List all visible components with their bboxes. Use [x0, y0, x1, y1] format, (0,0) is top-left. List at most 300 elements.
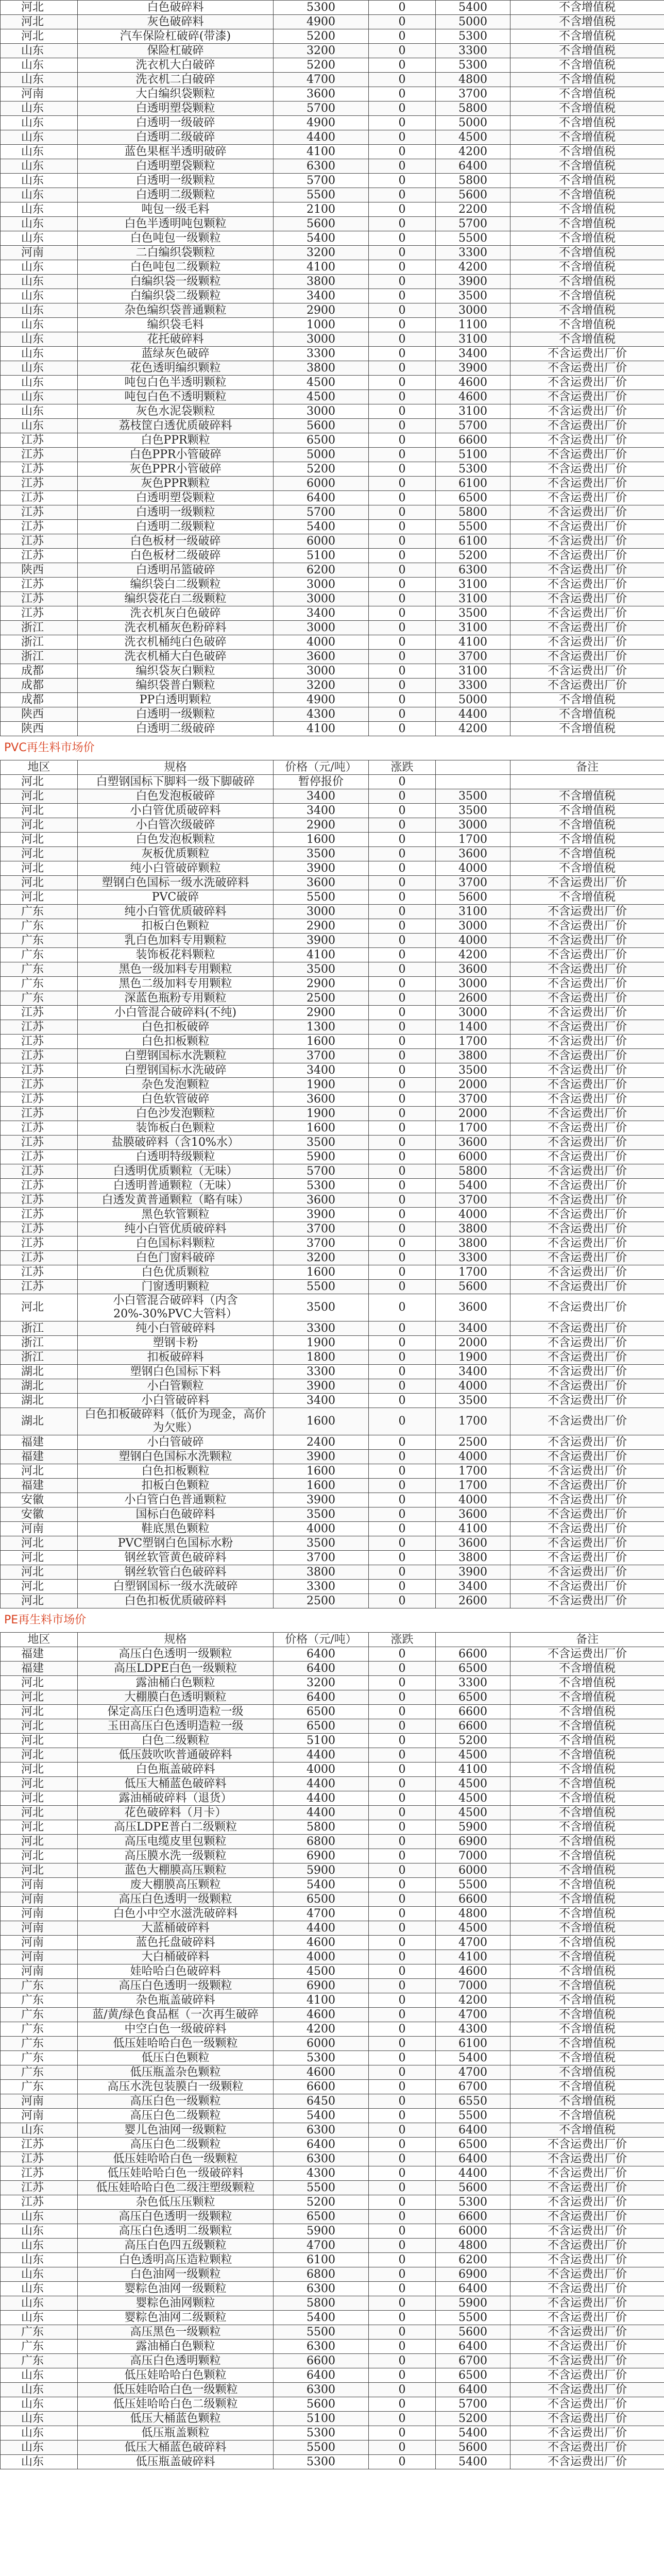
price-high-cell: 3000 [436, 303, 510, 318]
price-high-cell: 3000 [436, 977, 510, 991]
change-cell: 0 [369, 1236, 436, 1251]
price-high-cell: 3100 [436, 578, 510, 592]
note-cell: 不含增值税 [510, 101, 664, 116]
region-cell: 浙江 [1, 1336, 78, 1350]
column-header [436, 760, 510, 775]
price-low-cell: 4100 [274, 1993, 369, 2008]
table-row [1, 1464, 664, 1479]
table-row [1, 1907, 664, 1921]
price-low-cell: 3500 [274, 1536, 369, 1551]
region-cell: 河南 [1, 1964, 78, 1979]
region-cell: 江苏 [1, 1121, 78, 1136]
price-low-cell: 5500 [274, 2441, 369, 2455]
note-cell: 不含增值税 [510, 2080, 664, 2094]
price-high-cell: 5800 [436, 101, 510, 116]
change-cell: 0 [369, 1580, 436, 1594]
table-row [1, 1092, 664, 1107]
price-high-cell: 5000 [436, 693, 510, 707]
note-cell: 不含运费出厂价 [510, 1294, 664, 1321]
region-cell: 河北 [1, 1, 78, 15]
price-high-cell: 5400 [436, 2455, 510, 2469]
table-row [1, 159, 664, 174]
price-low-cell: 4000 [274, 1522, 369, 1536]
price-low-cell: 5200 [274, 29, 369, 44]
note-cell: 不含增值税 [510, 833, 664, 847]
region-cell: 河南 [1, 1907, 78, 1921]
spec-cell: 吨包一级毛料 [78, 202, 274, 217]
region-cell: 河北 [1, 29, 78, 44]
note-cell: 不含运费出厂价 [510, 2397, 664, 2412]
region-cell: 河南 [1, 2109, 78, 2123]
note-cell: 不含运费出厂价 [510, 477, 664, 491]
note-cell: 不含运费出厂价 [510, 2166, 664, 2181]
price-low-cell: 5100 [274, 2412, 369, 2426]
region-cell: 广东 [1, 2022, 78, 2037]
table-row [1, 1265, 664, 1280]
note-cell: 不含运费出厂价 [510, 635, 664, 650]
spec-cell: PP白透明颗粒 [78, 693, 274, 707]
note-cell: 不含增值税 [510, 1979, 664, 1993]
table-row [1, 1321, 664, 1336]
change-cell: 0 [369, 592, 436, 606]
price-low-cell: 6500 [274, 2210, 369, 2224]
region-cell: 山东 [1, 361, 78, 376]
spec-cell: 低压娃哈哈白色一级破碎料 [78, 2166, 274, 2181]
price-high-cell: 1700 [436, 833, 510, 847]
change-cell: 0 [369, 804, 436, 818]
spec-cell: 黑色软管颗粒 [78, 1208, 274, 1222]
price-high-cell: 2600 [436, 1594, 510, 1608]
table-row [1, 1136, 664, 1150]
price-low-cell: 2500 [274, 991, 369, 1006]
price-high-cell: 3300 [436, 1251, 510, 1265]
region-cell: 河南 [1, 1936, 78, 1950]
price-low-cell: 1000 [274, 318, 369, 332]
price-low-cell: 5800 [274, 2296, 369, 2311]
spec-cell: 黑色一级加料专用颗粒 [78, 962, 274, 977]
price-high-cell: 3400 [436, 1321, 510, 1336]
spec-cell: 纯小白管破碎料 [78, 1321, 274, 1336]
price-high-cell: 4100 [436, 1522, 510, 1536]
note-cell: 不含运费出厂价 [510, 1150, 664, 1164]
spec-cell: 保险杠破碎 [78, 44, 274, 58]
price-high-cell: 6100 [436, 534, 510, 549]
note-cell: 不含运费出厂价 [510, 1020, 664, 1035]
price-high-cell: 6500 [436, 2138, 510, 2152]
region-cell: 江苏 [1, 1078, 78, 1092]
price-high-cell: 5600 [436, 890, 510, 905]
region-cell: 浙江 [1, 621, 78, 635]
change-cell: 0 [369, 1179, 436, 1193]
region-cell: 山东 [1, 231, 78, 246]
price-high-cell: 3700 [436, 87, 510, 101]
note-cell: 不含运费出厂价 [510, 962, 664, 977]
price-low-cell: 6450 [274, 2094, 369, 2109]
note-cell: 不含运费出厂价 [510, 2195, 664, 2210]
table-row [1, 2065, 664, 2080]
price-section [0, 1608, 664, 2469]
table-row [1, 1791, 664, 1806]
spec-cell: 低压鼓吹吹普通破碎料 [78, 1748, 274, 1762]
region-cell: 山东 [1, 58, 78, 73]
note-cell: 不含运费出厂价 [510, 2181, 664, 2195]
table-row [1, 44, 664, 58]
spec-cell: 婴粽色油网二级颗粒 [78, 2311, 274, 2325]
table-row [1, 2022, 664, 2037]
region-cell: 山东 [1, 116, 78, 130]
region-cell: 广东 [1, 2080, 78, 2094]
table-row [1, 1849, 664, 1863]
note-cell: 不含增值税 [510, 1950, 664, 1964]
spec-cell: 白色PPR小管破碎 [78, 448, 274, 462]
spec-cell: 低压娃哈哈白色一级颗粒 [78, 2383, 274, 2397]
table-row [1, 1365, 664, 1379]
price-high-cell: 5300 [436, 462, 510, 477]
change-cell: 0 [369, 919, 436, 934]
note-cell: 不含增值税 [510, 332, 664, 347]
spec-cell: 白塑钢国标一级水洗破碎 [78, 1580, 274, 1594]
price-low-cell: 5400 [274, 2109, 369, 2123]
table-row [1, 2080, 664, 2094]
price-high-cell: 3400 [436, 1580, 510, 1594]
spec-cell: 保定高压白色透明造粒一级 [78, 1705, 274, 1719]
price-high-cell: 7000 [436, 1979, 510, 1993]
region-cell: 河北 [1, 1464, 78, 1479]
table-row [1, 991, 664, 1006]
price-high-cell: 6400 [436, 2152, 510, 2166]
region-cell: 江苏 [1, 1208, 78, 1222]
table-row [1, 1236, 664, 1251]
spec-cell: 白透明塑袋颗粒 [78, 491, 274, 505]
region-cell: 河北 [1, 1676, 78, 1690]
price-low-cell: 3000 [274, 332, 369, 347]
spec-cell: 塑钢卡粉 [78, 1336, 274, 1350]
spec-cell: 洗衣机桶大白色破碎 [78, 650, 274, 664]
spec-cell: 装饰板花料颗粒 [78, 948, 274, 962]
note-cell: 不含增值税 [510, 2037, 664, 2051]
price-high-cell: 4000 [436, 934, 510, 948]
table-row [1, 1892, 664, 1907]
spec-cell: 白透明优质颗粒（无味） [78, 1164, 274, 1179]
note-cell: 不含增值税 [510, 303, 664, 318]
table-row [1, 2253, 664, 2267]
price-low-cell: 5600 [274, 217, 369, 231]
price-high-cell: 6900 [436, 2267, 510, 2282]
change-cell: 0 [369, 376, 436, 390]
note-cell: 不含运费出厂价 [510, 1236, 664, 1251]
change-cell: 0 [369, 1777, 436, 1791]
price-low-cell: 6500 [274, 1705, 369, 1719]
table-row [1, 934, 664, 948]
spec-cell: 白色板材一级破碎 [78, 534, 274, 549]
price-table [0, 0, 664, 736]
price-low-cell: 2900 [274, 1006, 369, 1020]
table-row [1, 1222, 664, 1236]
change-cell: 0 [369, 29, 436, 44]
note-cell: 不含增值税 [510, 1, 664, 15]
change-cell: 0 [369, 1078, 436, 1092]
table-row [1, 332, 664, 347]
note-cell: 不含增值税 [510, 73, 664, 87]
price-high-cell: 3500 [436, 1394, 510, 1408]
price-low-cell: 4100 [274, 948, 369, 962]
price-high-cell: 5900 [436, 2296, 510, 2311]
region-cell: 河北 [1, 1748, 78, 1762]
price-low-cell: 3500 [274, 1507, 369, 1522]
region-cell: 河北 [1, 1820, 78, 1835]
note-cell: 不含增值税 [510, 1777, 664, 1791]
spec-cell: 吨包白色半透明颗粒 [78, 376, 274, 390]
region-cell: 江苏 [1, 1179, 78, 1193]
region-cell: 山东 [1, 174, 78, 188]
price-low-cell: 3700 [274, 1049, 369, 1063]
table-row [1, 376, 664, 390]
note-cell: 不含运费出厂价 [510, 534, 664, 549]
note-cell: 不含运费出厂价 [510, 448, 664, 462]
spec-cell: 白色优质颗粒 [78, 1265, 274, 1280]
price-high-cell: 3300 [436, 246, 510, 260]
table-row [1, 1734, 664, 1748]
price-low-cell: 3000 [274, 578, 369, 592]
change-cell: 0 [369, 1748, 436, 1762]
spec-cell: 高压LDPE白色一级颗粒 [78, 1662, 274, 1676]
change-cell: 0 [369, 1964, 436, 1979]
price-low-cell: 6600 [274, 2080, 369, 2094]
price-high-cell: 4000 [436, 1493, 510, 1507]
note-cell: 不含运费出厂价 [510, 1107, 664, 1121]
note-cell: 不含运费出厂价 [510, 1251, 664, 1265]
spec-cell: 花色透明编织颗粒 [78, 361, 274, 376]
table-row [1, 1193, 664, 1208]
section-title: PE再生料市场价 [4, 1614, 87, 1626]
change-cell: 0 [369, 1336, 436, 1350]
region-cell: 河南 [1, 1921, 78, 1936]
price-low-cell: 4600 [274, 2065, 369, 2080]
region-cell: 河南 [1, 1878, 78, 1892]
price-high-cell: 1700 [436, 1479, 510, 1493]
spec-cell: 门窗透明颗粒 [78, 1280, 274, 1294]
note-cell: 不含增值税 [510, 130, 664, 145]
price-high-cell: 5700 [436, 419, 510, 433]
price-low-cell: 1800 [274, 1350, 369, 1365]
spec-cell: 钢丝软管白色破碎料 [78, 1565, 274, 1580]
price-high-cell: 6600 [436, 1647, 510, 1662]
region-cell: 湖北 [1, 1365, 78, 1379]
change-cell: 0 [369, 890, 436, 905]
price-high-cell: 5000 [436, 15, 510, 29]
note-cell: 不含运费出厂价 [510, 1222, 664, 1236]
change-cell: 0 [369, 1835, 436, 1849]
region-cell: 河南 [1, 1522, 78, 1536]
price-low-cell: 6400 [274, 2138, 369, 2152]
note-cell: 不含运费出厂价 [510, 1336, 664, 1350]
note-cell: 不含增值税 [510, 87, 664, 101]
note-cell: 不含运费出厂价 [510, 948, 664, 962]
note-cell: 不含运费出厂价 [510, 1408, 664, 1435]
price-high-cell: 5600 [436, 2441, 510, 2455]
price-high-cell: 6300 [436, 563, 510, 578]
region-cell: 河北 [1, 1705, 78, 1719]
table-row [1, 2210, 664, 2224]
change-cell: 0 [369, 2109, 436, 2123]
price-high-cell: 4000 [436, 1208, 510, 1222]
price-low-cell: 1900 [274, 1107, 369, 1121]
table-row [1, 2152, 664, 2166]
table-row [1, 2195, 664, 2210]
region-cell: 江苏 [1, 477, 78, 491]
region-cell: 江苏 [1, 1136, 78, 1150]
region-cell: 广东 [1, 977, 78, 991]
spec-cell: 灰板优质颗粒 [78, 847, 274, 861]
price-high-cell: 3600 [436, 962, 510, 977]
price-low-cell: 4000 [274, 1762, 369, 1777]
spec-cell: 白透明一级破碎 [78, 116, 274, 130]
price-high-cell: 5100 [436, 448, 510, 462]
price-high-cell: 3700 [436, 876, 510, 890]
table-row [1, 2224, 664, 2239]
note-cell: 不含增值税 [510, 1662, 664, 1676]
table-row [1, 1647, 664, 1662]
spec-cell: 白色吨包二级颗粒 [78, 260, 274, 275]
spec-cell: 灰色PPR颗粒 [78, 477, 274, 491]
price-low-cell: 6300 [274, 2383, 369, 2397]
note-cell: 不含增值税 [510, 693, 664, 707]
change-cell: 0 [369, 1936, 436, 1950]
spec-cell: 装饰板白色颗粒 [78, 1121, 274, 1136]
table-row [1, 1676, 664, 1690]
change-cell: 0 [369, 361, 436, 376]
note-cell: 不含增值税 [510, 2094, 664, 2109]
note-cell: 不含增值税 [510, 260, 664, 275]
table-row [1, 1835, 664, 1849]
change-cell: 0 [369, 1394, 436, 1408]
price-high-cell: 5600 [436, 188, 510, 202]
region-cell: 江苏 [1, 592, 78, 606]
change-cell: 0 [369, 2325, 436, 2340]
note-cell: 不含增值税 [510, 1993, 664, 2008]
price-high-cell: 1400 [436, 1020, 510, 1035]
spec-cell: 杂色编织袋普通颗粒 [78, 303, 274, 318]
table-row [1, 2008, 664, 2022]
price-table [0, 1632, 664, 2469]
change-cell: 0 [369, 2152, 436, 2166]
spec-cell: 白色二级颗粒 [78, 1734, 274, 1748]
price-low-cell: 3600 [274, 650, 369, 664]
note-cell: 不含运费出厂价 [510, 1479, 664, 1493]
region-cell: 山东 [1, 419, 78, 433]
table-row [1, 1950, 664, 1964]
table-row [1, 1479, 664, 1493]
price-high-cell: 3500 [436, 1063, 510, 1078]
spec-cell: 白编织袋二级颗粒 [78, 289, 274, 303]
note-cell: 不含运费出厂价 [510, 520, 664, 534]
region-cell: 福建 [1, 1647, 78, 1662]
change-cell: 0 [369, 775, 436, 789]
note-cell: 不含运费出厂价 [510, 2224, 664, 2239]
note-cell: 不含运费出厂价 [510, 1536, 664, 1551]
region-cell: 山东 [1, 2383, 78, 2397]
region-cell: 江苏 [1, 462, 78, 477]
spec-cell: 小白管破碎 [78, 1435, 274, 1450]
spec-cell: 白色软管破碎 [78, 1092, 274, 1107]
price-low-cell: 1600 [274, 1479, 369, 1493]
spec-cell: 洗衣机桶灰色粉碎料 [78, 621, 274, 635]
change-cell: 0 [369, 2253, 436, 2267]
change-cell: 0 [369, 477, 436, 491]
price-high-cell [436, 775, 510, 789]
price-low-cell: 5300 [274, 1179, 369, 1193]
table-row [1, 606, 664, 621]
table-row [1, 1107, 664, 1121]
change-cell: 0 [369, 2311, 436, 2325]
spec-cell: 低压瓶盖颗粒 [78, 2426, 274, 2441]
price-low-cell: 3500 [274, 1294, 369, 1321]
price-low-cell: 1600 [274, 1464, 369, 1479]
region-cell: 广东 [1, 2008, 78, 2022]
table-row [1, 231, 664, 246]
region-cell: 河南 [1, 1950, 78, 1964]
price-low-cell: 2900 [274, 303, 369, 318]
table-row [1, 29, 664, 44]
table-row [1, 174, 664, 188]
price-low-cell: 6200 [274, 563, 369, 578]
price-low-cell: 3900 [274, 934, 369, 948]
note-cell: 不含运费出厂价 [510, 1121, 664, 1136]
table-row [1, 2368, 664, 2383]
change-cell: 0 [369, 1350, 436, 1365]
spec-cell: 纯小白管优质破碎料 [78, 1222, 274, 1236]
price-high-cell: 1700 [436, 1265, 510, 1280]
spec-cell: 白色半透明吨包颗粒 [78, 217, 274, 231]
change-cell: 0 [369, 202, 436, 217]
change-cell: 0 [369, 260, 436, 275]
spec-cell: 白塑钢国标水洗颗粒 [78, 1049, 274, 1063]
price-low-cell: 5900 [274, 2224, 369, 2239]
change-cell: 0 [369, 1863, 436, 1878]
spec-cell: 大蓝桶破碎料 [78, 1921, 274, 1936]
table-row [1, 73, 664, 87]
table-row [1, 2037, 664, 2051]
note-cell: 不含增值税 [510, 1690, 664, 1705]
change-cell: 0 [369, 1979, 436, 1993]
price-high-cell: 5200 [436, 2412, 510, 2426]
region-cell: 河北 [1, 15, 78, 29]
change-cell: 0 [369, 2239, 436, 2253]
price-low-cell: 3900 [274, 1208, 369, 1222]
price-low-cell: 2100 [274, 202, 369, 217]
note-cell: 不含增值税 [510, 1849, 664, 1863]
note-cell: 不含增值税 [510, 861, 664, 876]
price-high-cell: 4100 [436, 1762, 510, 1777]
price-low-cell: 3500 [274, 962, 369, 977]
price-high-cell: 5500 [436, 2311, 510, 2325]
spec-cell: 白透明二级破碎 [78, 722, 274, 736]
change-cell: 0 [369, 977, 436, 991]
price-low-cell: 4900 [274, 693, 369, 707]
price-high-cell: 6400 [436, 2383, 510, 2397]
note-cell: 不含增值税 [510, 174, 664, 188]
region-cell: 江苏 [1, 2138, 78, 2152]
change-cell: 0 [369, 876, 436, 890]
change-cell: 0 [369, 289, 436, 303]
spec-cell: 高压白色二级颗粒 [78, 2109, 274, 2123]
table-row [1, 2383, 664, 2397]
price-low-cell: 6900 [274, 1849, 369, 1863]
change-cell: 0 [369, 231, 436, 246]
spec-cell: 灰色破碎料 [78, 15, 274, 29]
price-low-cell: 3900 [274, 861, 369, 876]
region-cell: 江苏 [1, 1035, 78, 1049]
